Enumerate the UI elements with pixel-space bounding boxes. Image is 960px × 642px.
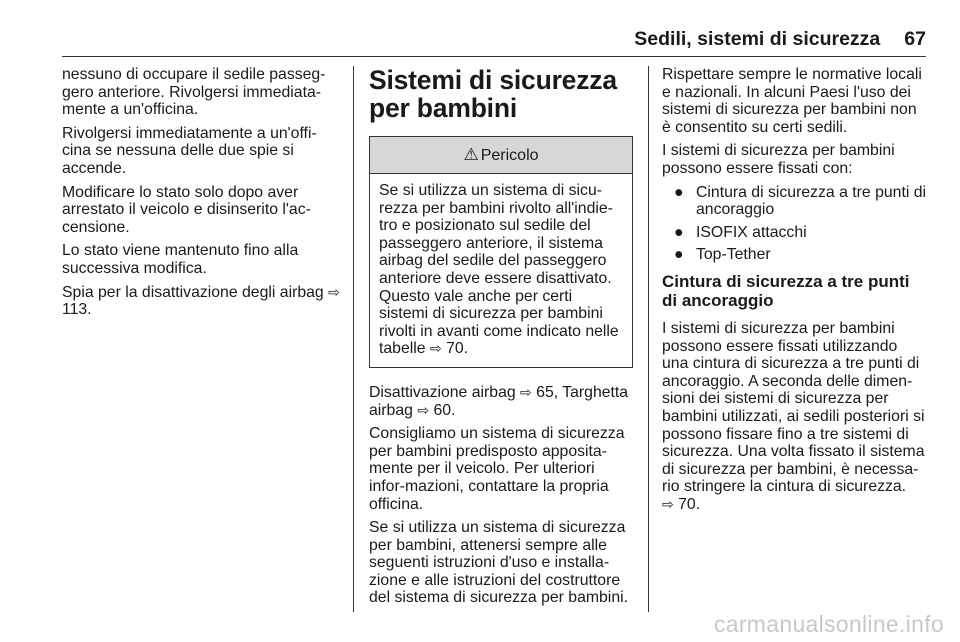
paragraph: Rivolgersi immediatamente a un'offi-cina se nessuna delle due spie si accende. <box>62 124 317 177</box>
page-reference-link[interactable]: 60. <box>433 401 456 419</box>
bullet-dot-icon: ● <box>674 246 684 264</box>
page-reference-link[interactable]: 65, Targhetta airbag <box>369 383 629 419</box>
column-3 <box>662 66 928 519</box>
paragraph: Lo stato viene mantenuto fino alla successiva modifica. <box>62 242 299 277</box>
page-number: 67 <box>904 28 926 50</box>
arrow-right-outline-icon: ⇨ <box>429 340 442 357</box>
arrow-right-outline-icon: ⇨ <box>520 383 532 400</box>
section-title: Sistemi di sicurezza per bambini <box>369 65 617 123</box>
page-reference-link[interactable]: 113. <box>62 301 92 319</box>
subsection-title: Cintura di sicurezza a tre punti di ancoraggio <box>662 271 910 310</box>
column-divider-2 <box>648 66 649 612</box>
paragraph: Se si utilizza un sistema di sicurezza per bambini, attenersi sempre alle seguenti istruzioni d'uso e installa-zione e alle istruzioni del costruttore del sistema di sicurezza per bambini. <box>369 519 629 607</box>
column-1 <box>62 66 342 325</box>
column-2 <box>369 66 633 613</box>
warning-triangle-icon: ⚠ <box>463 145 479 164</box>
warning-body: Se si utilizza un sistema di sicu-rezza per bambini rivolto all'indie-tro e posizionato sul sedile del passeggero anteriore, il sistema airbag del sedile del passeggero anteriore deve essere disattivato. Questo vale anche per certi sistemi di sicurezza per bambini rivolti in avanti come indicato nelle tabelle ⇨ 70. <box>379 182 619 358</box>
arrow-right-outline-icon: ⇨ <box>328 283 340 300</box>
arrow-right-outline-icon: ⇨ <box>417 401 430 418</box>
column-divider-1 <box>353 66 354 612</box>
paragraph: I sistemi di sicurezza per bambini possono essere fissati utilizzando una cintura di sicurezza a tre punti di ancoraggio. A seconda delle dimen-sioni dei sistemi di sicurezza per bambini utilizzati, ai sedili posteriori si possono fissare fino a tre sistemi di sicurezza. Una volta fissato il sistema di sicurezza per bambini, è necessa-rio stringere la cintura di sicurezza. ⇨ 70. <box>662 319 925 513</box>
paragraph: Spia per la disattivazione degli airbag ⇨ 113. <box>62 283 340 319</box>
paragraph: nessuno di occupare il sedile passeg-gero anteriore. Rivolgersi immediata-mente a un'officina. <box>62 66 326 119</box>
list-item: ● ISOFIX attacchi <box>674 223 807 241</box>
page-header <box>62 22 926 57</box>
paragraph: I sistemi di sicurezza per bambini possono essere fissati con: <box>662 142 895 177</box>
bullet-dot-icon: ● <box>674 183 684 201</box>
page-reference-link[interactable]: 70. <box>446 340 469 358</box>
header-title: Sedili, sistemi di sicurezza <box>634 28 881 50</box>
bullet-list <box>662 184 928 264</box>
warning-box <box>369 136 633 368</box>
list-item: ● Top-Tether <box>674 246 771 264</box>
bullet-dot-icon: ● <box>674 223 684 241</box>
paragraph: Disattivazione airbag ⇨ 65, Targhetta airbag ⇨ 60. <box>369 383 629 419</box>
page-reference-link[interactable]: 70. <box>678 495 701 513</box>
warning-header <box>370 137 632 174</box>
list-item: ● Cintura di sicurezza a tre punti di ancoraggio <box>674 183 927 219</box>
warning-label: Pericolo <box>480 147 539 164</box>
watermark: carmanualsonline.info <box>713 611 944 637</box>
paragraph: Consigliamo un sistema di sicurezza per bambini predisposto apposita-mente per il veicolo. Per ulteriori infor-mazioni, contattare la propria officina. <box>369 425 625 513</box>
paragraph: Rispettare sempre le normative locali e nazionali. In alcuni Paesi l'uso dei sistemi di sicurezza per bambini non è consentito su certi sedili. <box>662 66 922 136</box>
arrow-right-outline-icon: ⇨ <box>662 495 674 512</box>
paragraph: Modificare lo stato solo dopo aver arrestato il veicolo e disinserito l'ac-censione. <box>62 183 311 236</box>
